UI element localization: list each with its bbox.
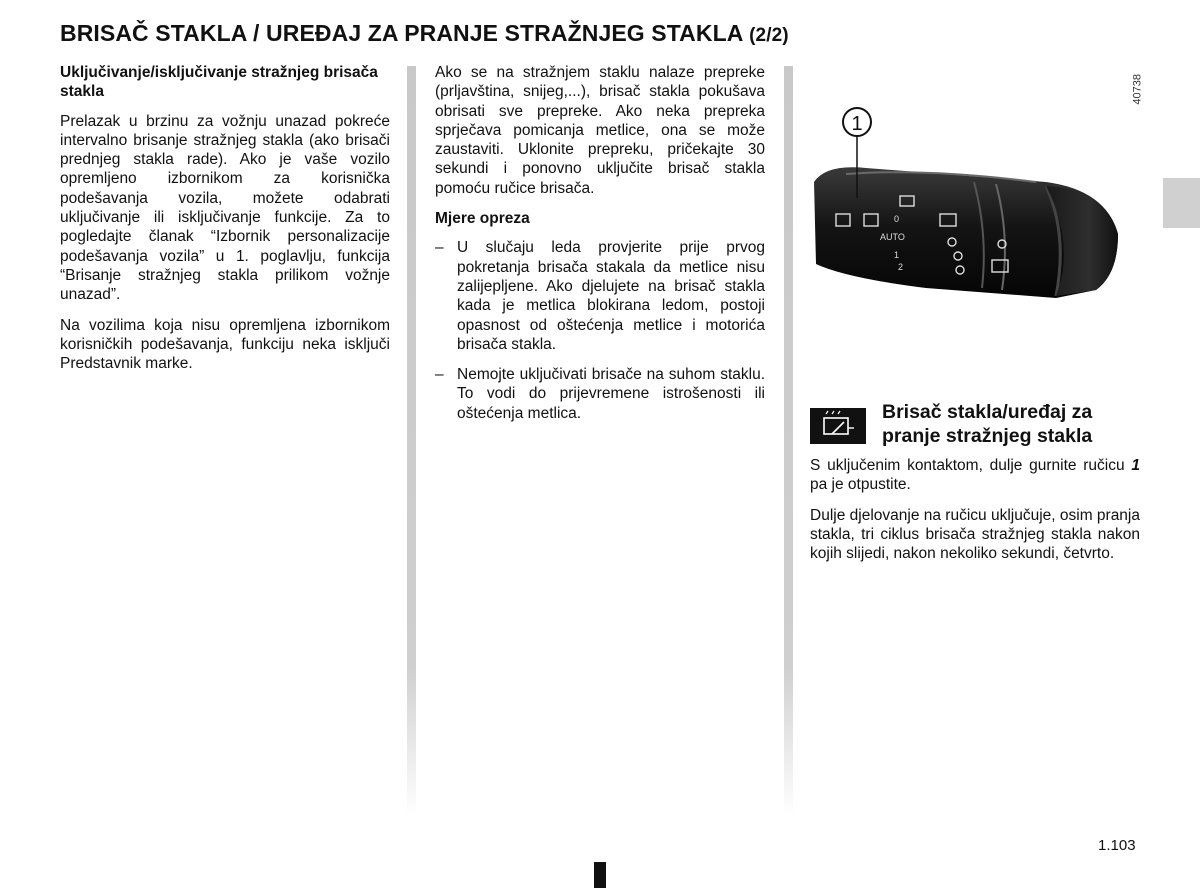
page-title	[60, 20, 789, 47]
dash-bullet: –	[435, 239, 444, 257]
caution-item	[435, 365, 765, 423]
caution-item	[435, 238, 765, 354]
page-number: 1.103	[1098, 837, 1136, 854]
section-title: Brisač stakla/uređaj za pranje stražnjeg stakla	[882, 401, 1093, 447]
section-body	[810, 456, 1140, 574]
figure-code: 40738	[1132, 74, 1144, 105]
column-separator	[784, 66, 793, 816]
column-left	[60, 63, 390, 384]
paragraph: Dulje djelovanje na ručicu uključuje, osim pranja stakla, tri ciklus brisača stražnjeg stakla nakon kojih slijedi, nakon nekoliko sekundi, četvrto.	[810, 506, 1140, 563]
print-mark	[594, 862, 606, 888]
stalk-reference: 1	[1131, 457, 1140, 474]
callout-number: 1	[851, 113, 863, 135]
ring-label: AUTO	[880, 232, 905, 242]
column-separator	[407, 66, 416, 816]
paragraph	[810, 456, 1140, 495]
wiper-stalk-illustration	[806, 64, 1144, 376]
paragraph: Ako se na stražnjem staklu nalaze prepreke (prljavština, snijeg,...), brisač stakla pokušava obrisati sve prepreke. Ako neka prepreka sprječava pomicanja metlice, ona se može zaustaviti. Uklonite prepreku, pričekajte 30 sekundi i ponovno uključite brisač stakla pomoću ručice brisača.	[435, 64, 765, 197]
page-title-part: (2/2)	[749, 25, 789, 46]
caution-heading: Mjere opreza	[435, 210, 530, 228]
caution-text: U slučaju leda provjerite prije prvog pokretanja brisača stakala da metlice nisu zalijepljene. Ako djelujete na brisač stakla kada je metlica blokirana ledom, postoji opasnost od oštećenja metlice i motorića brisača stakla.	[457, 239, 765, 353]
text-run: pa je otpustite.	[810, 476, 911, 494]
wiper-stalk-figure	[806, 64, 1144, 376]
chapter-tab	[1163, 178, 1200, 228]
rear-wiper-icon	[810, 408, 866, 444]
ring-label: 0	[894, 214, 900, 224]
paragraph: Prelazak u brzinu za vožnju unazad pokreće intervalno brisanje stražnjeg stakla (ako brisači prednjeg stakla rade). Ako je vaše vozilo opremljeno izbornikom za korisnička podešavanja vozila, možete odabrati uključivanje ili isključivanje funkcije. Za to pogledajte članak “Izbornik personalizacije podešavanja vozila” u 1. poglavlju, funkcija “Brisanje stražnjeg stakla prilikom vožnje unazad”.	[60, 112, 390, 304]
page-title-text: BRISAČ STAKLA / UREĐAJ ZA PRANJE STRAŽNJEG STAKLA	[60, 20, 743, 46]
dash-bullet: –	[435, 366, 444, 384]
caution-text: Nemojte uključivati brisače na suhom staklu. To vodi do prijevremene istrošenosti ili oštećenja metlica.	[457, 366, 765, 422]
column-middle	[435, 63, 765, 434]
ring-label: 2	[898, 262, 904, 272]
section-heading: Uključivanje/isključivanje stražnjeg brisača stakla	[60, 64, 378, 101]
ring-label: 1	[894, 250, 900, 260]
text-run: S uključenim kontaktom, dulje gurnite ručicu	[810, 457, 1132, 474]
paragraph: Na vozilima koja nisu opremljena izbornikom korisničkih podešavanja, funkciju neka isključi Predstavnik marke.	[60, 316, 390, 373]
